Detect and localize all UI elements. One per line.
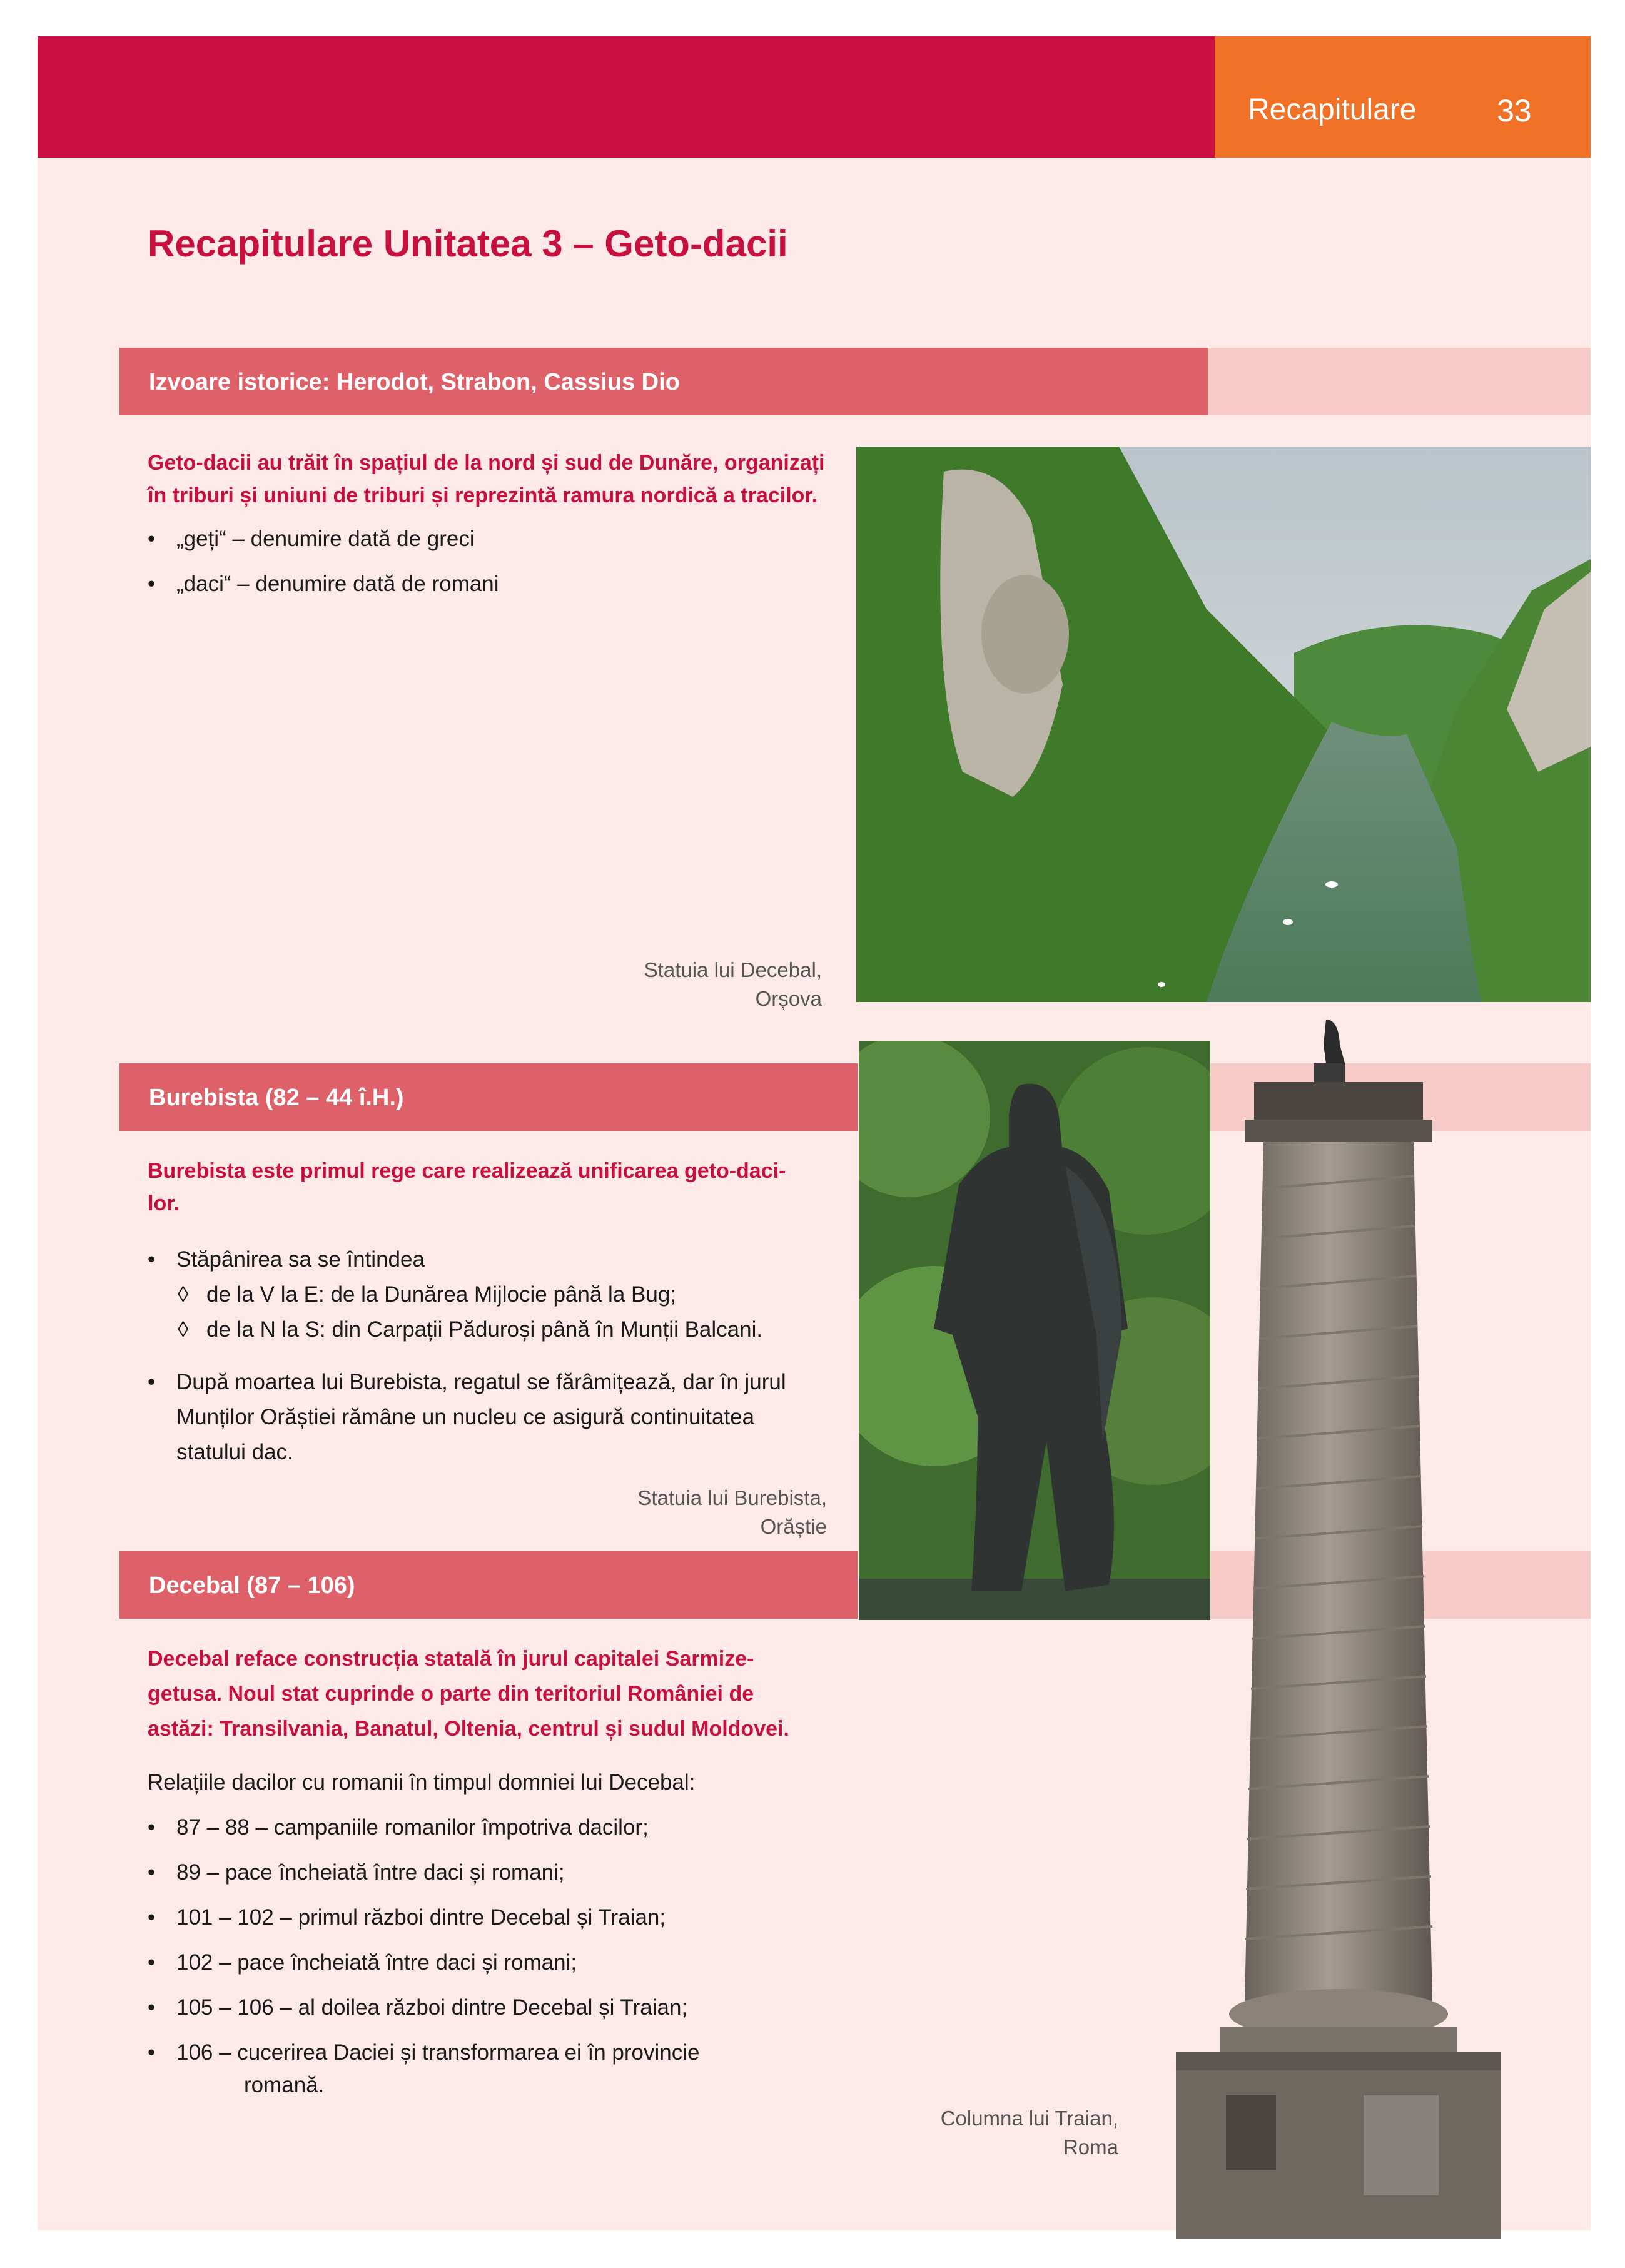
lead-line: Decebal reface construcția statală în jurul capitalei Sarmize- — [148, 1647, 754, 1671]
lead-line: în triburi și uniuni de triburi și reprezintă ramura nordică a tracilor. — [148, 483, 818, 507]
list-item: • „geți“ – denumire dată de greci — [176, 522, 475, 557]
sub-list-item: ◊ de la V la E: de la Dunărea Mijlocie până la Bug; — [206, 1277, 676, 1312]
list-item: • 106 – cucerirea Daciei și transformarea ei în provincie — [176, 2035, 700, 2070]
section-heading-burebista: Burebista (82 – 44 î.H.) — [149, 1085, 404, 1111]
header-label: Recapitulare — [1248, 93, 1417, 126]
page-title: Recapitulare Unitatea 3 – Geto-dacii — [148, 223, 788, 265]
list-item: • 101 – 102 – primul război dintre Decebal și Traian; — [176, 1900, 666, 1935]
section-heading-sources: Izvoare istorice: Herodot, Strabon, Cassius Dio — [149, 369, 680, 395]
list-item: • După moartea lui Burebista, regatul se fărâmițează, dar în jurul — [176, 1365, 786, 1400]
page-number: 33 — [1497, 93, 1532, 128]
caption-line: Statuia lui Burebista, — [637, 1486, 827, 1509]
list-item: • 105 – 106 – al doilea război dintre Decebal și Traian; — [176, 1990, 687, 2025]
lead-line: Geto-dacii au trăit în spațiul de la nord și sud de Dunăre, organizați — [148, 451, 825, 475]
decebal-rock-sculpture-photo — [856, 447, 1591, 1002]
caption-line: Orșova — [755, 987, 822, 1010]
list-item-continuation: statului dac. — [176, 1440, 293, 1464]
header-bar — [38, 36, 1215, 158]
section-bar-extension — [1208, 348, 1591, 415]
caption-line: Roma — [1063, 2135, 1118, 2159]
section-heading-decebal: Decebal (87 – 106) — [149, 1572, 355, 1599]
image-caption — [637, 1484, 827, 1541]
lead-line: astăzi: Transilvania, Banatul, Oltenia, centrul și sudul Moldovei. — [148, 1717, 789, 1741]
trajan-column-photo — [1138, 1020, 1545, 2239]
list-item: • 102 – pace încheiată între daci și romani; — [176, 1945, 577, 1980]
image-caption — [941, 2104, 1118, 2162]
list-item: • Stăpânirea sa se întindea — [176, 1242, 425, 1277]
caption-line: Orăștie — [760, 1515, 827, 1538]
list-item: • „daci“ – denumire dată de romani — [176, 567, 499, 602]
sub-list-item: ◊ de la N la S: din Carpații Păduroși până în Munții Balcani. — [206, 1312, 762, 1347]
lead-line: getusa. Noul stat cuprinde o parte din teritoriul României de — [148, 1682, 754, 1706]
caption-line: Statuia lui Decebal, — [644, 958, 822, 981]
list-item: • 87 – 88 – campaniile romanilor împotriva dacilor; — [176, 1810, 649, 1845]
list-item-continuation: Munților Orăștiei rămâne un nucleu ce asigură continuitatea — [176, 1405, 755, 1429]
list-intro: Relațiile dacilor cu romanii în timpul domniei lui Decebal: — [148, 1770, 696, 1795]
caption-line: Columna lui Traian, — [940, 2107, 1118, 2130]
lead-line: lor. — [148, 1192, 180, 1215]
lead-line: Burebista este primul rege care realizează unificarea geto-daci- — [148, 1159, 786, 1183]
list-item-continuation: romană. — [244, 2073, 325, 2097]
image-caption — [644, 956, 822, 1013]
list-item: • 89 – pace încheiată între daci și romani; — [176, 1855, 565, 1890]
